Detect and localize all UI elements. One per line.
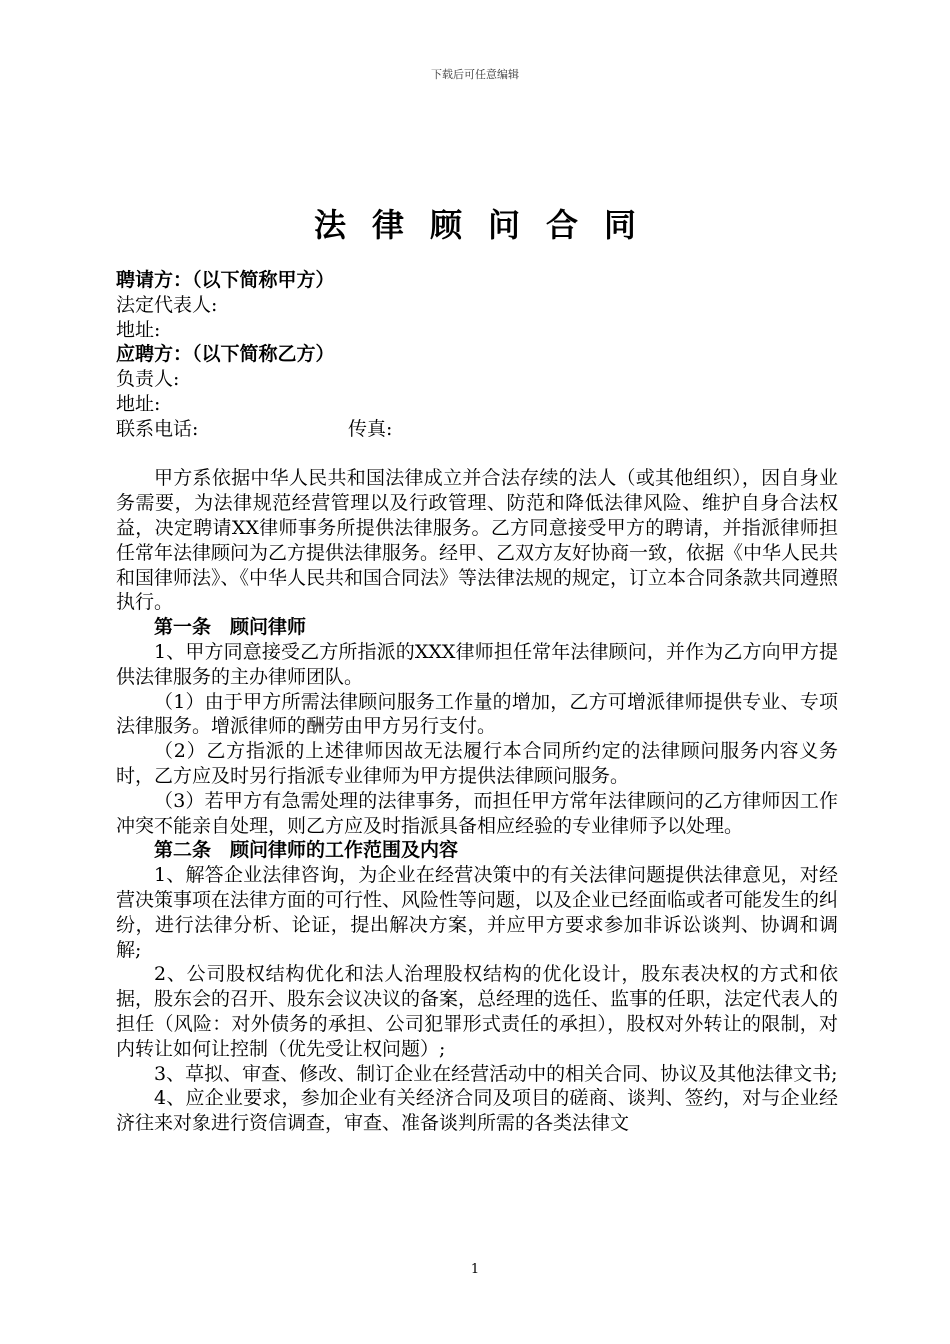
article2-heading: 第二条 顾问律师的工作范围及内容 [154,839,459,862]
article1-item: （2）乙方指派的上述律师因故无法履行本合同所约定的法律顾问服务内容义务时，乙方应及时另行指派专业律师为甲方提供法律顾问服务。 [116,740,838,787]
employer-line: 聘请方：（以下简称甲方） [116,269,335,291]
employer-address: 地址: [116,318,161,341]
phone-label: 联系电话: [116,417,199,440]
article1-item: （1）由于甲方所需法律顾问服务工作量的增加，乙方可增派律师提供专业、专项法律服务。增派律师的酬劳由甲方另行支付。 [116,690,838,738]
fax-label: 传真: [348,417,393,440]
article2-item: 1、解答企业法律咨询，为企业在经营决策中的有关法律问题提供法律意见，对经营决策事项在法律方面的可行性、风险性等问题，以及企业已经面临或者可能发生的纠纷，进行法律分析、论证，提出解决方案，并应甲方要求参加非诉讼谈判、协调和调解; [116,864,839,961]
document-body [116,268,838,1136]
article1-item: 1、甲方同意接受乙方所指派的XXX律师担任常年法律顾问，并作为乙方向甲方提供法律服务的主办律师团队。 [116,640,838,688]
page-number: 1 [470,1262,480,1277]
article2-item: 4、应企业要求，参加企业有关经济合同及项目的磋商、谈判、签约，对与企业经济往来对象进行资信调查，审查、准备谈判所需的各类法律文 [116,1087,838,1135]
employee-line: 应聘方：（以下简称乙方） [116,343,335,366]
employer-representative: 法定代表人: [116,293,218,316]
article1-item: （3）若甲方有急需处理的法律事务，而担任甲方常年法律顾问的乙方律师因工作冲突不能亲自处理，则乙方应及时指派具备相应经验的专业律师予以处理。 [116,789,838,837]
employee-address: 地址: [116,392,161,415]
header-note: 下载后可任意编辑 [431,68,519,81]
intro-paragraph: 甲方系依据中华人民共和国法律成立并合法存续的法人（或其他组织），因自身业务需要，为法律规范经营管理以及行政管理、防范和降低法律风险、维护自身合法权益，决定聘请XX律师事务所提供法律服务。乙方同意接受甲方的聘请，并指派律师担任常年法律顾问为乙方提供法律服务。经甲、乙双方友好协商一致，依据《中华人民共和国律师法》、《中华人民共和国合同法》等法律法规的规定，订立本合同条款共同遵照执行。 [116,467,839,614]
article1-heading: 第一条 顾问律师 [154,616,307,639]
employee-head: 负责人: [116,368,180,391]
document-title: 法律顾问合同 [313,206,662,244]
article2-item: 2、公司股权结构优化和法人治理股权结构的优化设计，股东表决权的方式和依据，股东会的召开、股东会议决议的备案，总经理的选任、监事的任职，法定代表人的担任（风险：对外债务的承担、公司犯罪形式责任的承担），股权对外转让的限制，对内转让如何让控制（优先受让权问题）; [116,963,839,1060]
article2-item: 3、草拟、审查、修改、制订企业在经营活动中的相关合同、协议及其他法律文书; [154,1062,838,1085]
contact-line [116,417,838,442]
spacer [116,442,838,467]
